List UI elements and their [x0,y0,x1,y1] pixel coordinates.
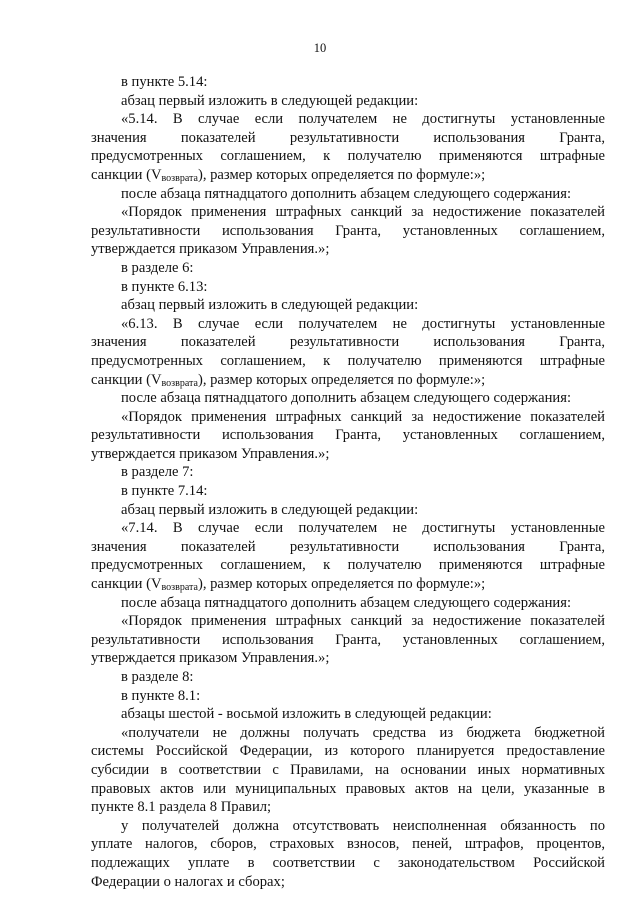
text-line: результативности использования Гранта, установленных соглашением, [91,631,605,648]
text-line: «Порядок применения штрафных санкций за недостижение показателей [121,204,605,221]
text-line: правовых актов или муниципальных правовых актов на цели, указанные в [91,780,605,797]
text-line: после абзаца пятнадцатого дополнить абзацем следующего содержания: [121,185,571,202]
text-line: в пункте 6.13: [121,278,208,295]
text-line: значения показателей результативности использования Гранта, [91,129,605,146]
text-segment: санкции (V [91,576,162,593]
text-line: утверждается приказом Управления.»; [91,650,330,667]
text-line: «Порядок применения штрафных санкций за недостижение показателей [121,613,605,630]
text-line [91,575,605,594]
page-number: 10 [313,41,327,55]
text-segment: санкции (V [91,371,162,388]
text-line: пункте 8.1 раздела 8 Правил; [91,799,272,816]
text-line: «5.14. В случае если получателем не достигнуты установленные [121,111,605,128]
text-line: «Порядок применения штрафных санкций за недостижение показателей [121,408,605,425]
text-line: уплате налогов, сборов, страховых взносов, пеней, штрафов, процентов, [91,836,605,853]
text-line: абзац первый изложить в следующей редакции: [121,297,419,314]
text-line: в пункте 7.14: [121,483,208,500]
subscript-text: возврата [161,172,198,184]
text-line: системы Российской Федерации, из которого планируется предоставление [91,743,605,760]
text-line: «6.13. В случае если получателем не достигнуты установленные [121,315,605,332]
text-segment: санкции (V [91,166,162,183]
text-line: после абзаца пятнадцатого дополнить абзацем следующего содержания: [121,594,571,611]
text-line: в разделе 8: [121,669,194,685]
text-line: абзац первый изложить в следующей редакции: [121,501,419,518]
text-line: абзацы шестой - восьмой изложить в следующей редакции: [121,706,492,723]
subscript-text: возврата [161,377,198,389]
text-segment: ), размер которых определяется по формуле:»; [197,166,486,183]
text-line: утверждается приказом Управления.»; [91,241,330,258]
text-line: утверждается приказом Управления.»; [91,445,330,462]
text-line: в пункте 5.14: [121,74,208,90]
text-line: предусмотренных соглашением, к получателю применяются штрафные [91,148,605,165]
text-line: значения показателей результативности использования Гранта, [91,334,605,351]
document-body [91,73,605,891]
text-line: у получателей должна отсутствовать неисполненная обязанность по [121,817,605,834]
text-line: субсидии в соответствии с Правилами, на основании иных нормативных [91,761,605,778]
text-line: результативности использования Гранта, установленных соглашением, [91,427,605,444]
text-line: подлежащих уплате в соответствии с законодательством Российской [91,854,605,871]
text-line: в пункте 8.1: [121,687,201,704]
text-line: «получатели не должны получать средства из бюджета бюджетной [121,724,605,741]
text-line: абзац первый изложить в следующей редакции: [121,92,419,109]
text-line: значения показателей результативности использования Гранта, [91,538,605,555]
text-line: после абзаца пятнадцатого дополнить абзацем следующего содержания: [121,390,571,407]
text-line [91,166,605,185]
subscript-text: возврата [161,582,198,594]
text-segment: ), размер которых определяется по формуле:»; [197,576,486,593]
text-segment: ), размер которых определяется по формуле:»; [197,371,486,388]
text-line: Федерации о налогах и сборах; [91,873,285,890]
text-line: в разделе 7: [121,464,194,481]
text-line: результативности использования Гранта, установленных соглашением, [91,222,605,239]
text-line: в разделе 6: [121,259,194,276]
text-line [91,371,605,390]
text-line: предусмотренных соглашением, к получателю применяются штрафные [91,557,605,574]
text-line: «7.14. В случае если получателем не достигнуты установленные [121,520,605,537]
text-line: предусмотренных соглашением, к получателю применяются штрафные [91,352,605,369]
